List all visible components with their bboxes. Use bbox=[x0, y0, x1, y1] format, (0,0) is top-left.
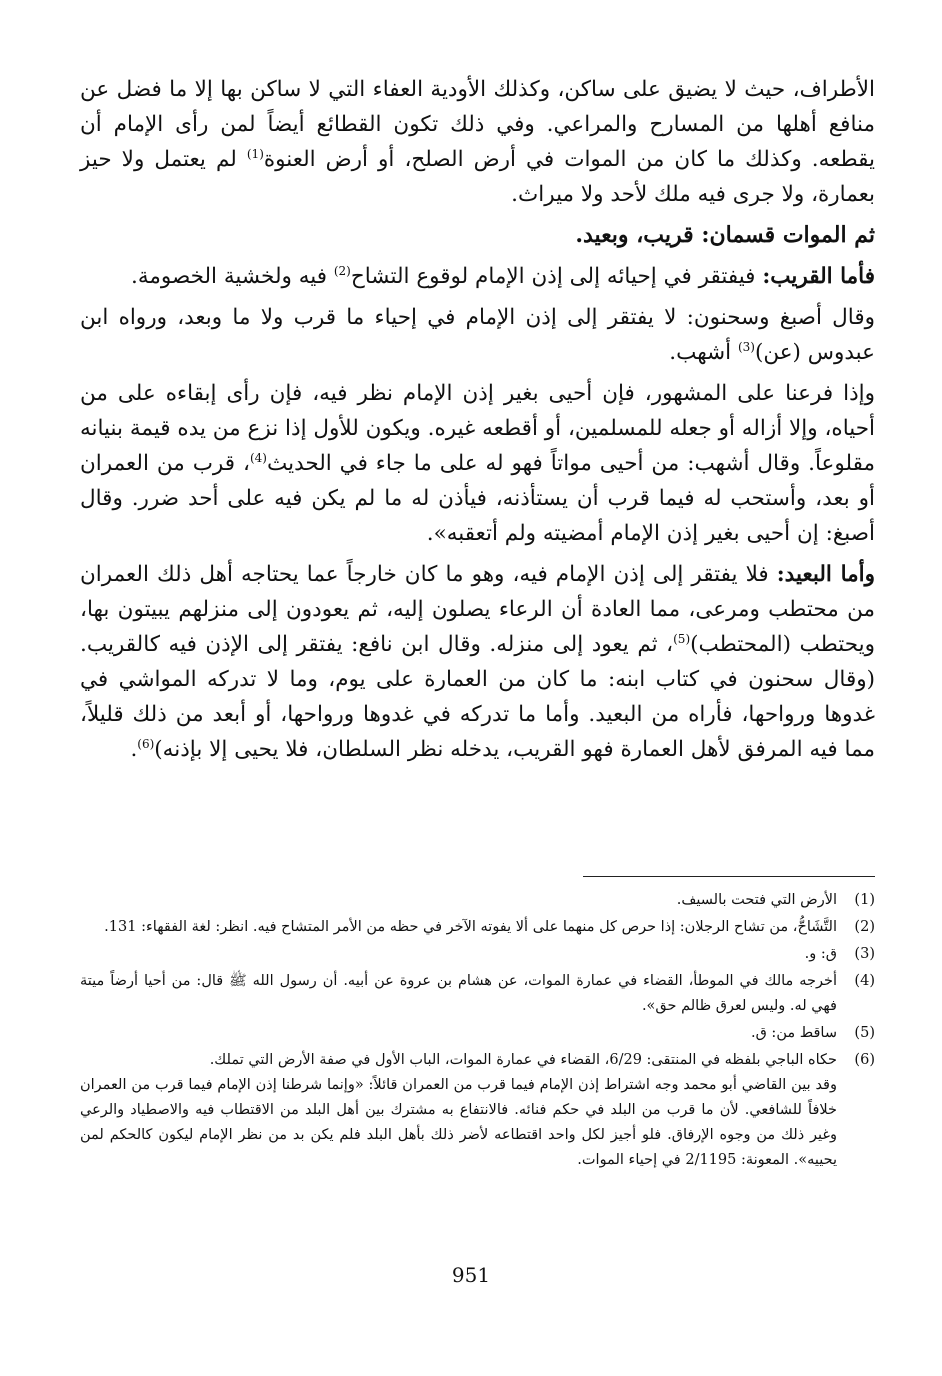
footnote bbox=[80, 942, 875, 967]
footnote-divider bbox=[583, 876, 875, 877]
main-text bbox=[80, 72, 875, 773]
footnote-text: ساقط من: ق. bbox=[750, 1025, 837, 1041]
paragraph-near: فأما القريب: فيفتقر في إحيائه إلى إذن الإمام لوقوع التشاح$^{(2)}$ فيه ولخشية الخصومة. bbox=[131, 263, 875, 289]
page-number: 951 bbox=[451, 1263, 491, 1287]
footnote-text: التَّشَاحُّ، من تشاح الرجلان: إذا حرص كل منهما على ألا يفوته الآخر في حظه من الأمر المتشاح فيه. انظر: لغة الفقهاء: 131. bbox=[104, 919, 837, 935]
footnote-text: ق: و. bbox=[804, 946, 837, 962]
footnote-number: (6) bbox=[854, 1052, 875, 1068]
footnote-ref-5[interactable]: (5) bbox=[673, 631, 691, 646]
section-heading: ثم الموات قسمان: قريب، وبعيد. bbox=[575, 222, 875, 248]
footnote bbox=[80, 1021, 875, 1046]
paragraph-1: الأطراف، حيث لا يضيق على ساكن، وكذلك الأودية العفاء التي لا ساكن بها إلا ما فضل عن منافع أهلها من المسارح والمراعي. وفي ذلك تكون القطائع أيضاً لمن رأى الإمام أن يقطعه. وكذلك ما كان من الموات في أرض الصلح، أو أرض العنوة$^{(1)}$ لم يعتمل ولا حيز بعمارة، ولا جرى فيه ملك لأحد ولا ميراث. bbox=[80, 77, 875, 207]
footnote-ref-2[interactable]: (2) bbox=[333, 263, 351, 278]
footnote-ref-1[interactable]: (1) bbox=[246, 146, 264, 161]
footnote-number: (1) bbox=[854, 892, 875, 908]
paragraph-4: وإذا فرعنا على المشهور، فإن أحيى بغير إذن الإمام نظر فيه، فإن رأى إبقاءه على من أحياه، وإلا أزاله أو جعله للمسلمين، أو أقطعه غيره. ويكون للأول إذا نزع من يده قيمة بنيانه مقلوعاً. وقال أشهب: من أحيى مواتاً فهو له على ما جاء في الحديث$^{(4)}$، قرب من العمران أو بعد، وأستحب له فيما قرب أن يستأذنه، فيأذن له ما لم يكن فيه على أحد ضرر. وقال أصبغ: إن أحيى بغير إذن الإمام أمضيته ولم أتعقبه». bbox=[80, 381, 875, 546]
footnote bbox=[80, 969, 875, 1019]
footnote-number: (5) bbox=[854, 1025, 875, 1041]
footnote-number: (2) bbox=[854, 919, 875, 935]
footnote-text: أخرجه مالك في الموطأ، القضاء في عمارة الموات، عن هشام بن عروة عن أبيه. أن رسول الله ﷺ قال: من أحيا أرضاً ميتة فهي له. وليس لعرق ظالم حق». bbox=[80, 973, 837, 1014]
footnote-ref-4[interactable]: (4) bbox=[249, 450, 267, 465]
footnote-number: (3) bbox=[854, 946, 875, 962]
footnote-text: الأرض التي فتحت بالسيف. bbox=[676, 892, 837, 908]
footnote bbox=[80, 915, 875, 940]
footnote bbox=[80, 1048, 875, 1173]
footnote bbox=[80, 888, 875, 913]
footnotes bbox=[80, 888, 875, 1175]
paragraph-3: وقال أصبغ وسحنون: لا يفتقر إلى إذن الإمام في إحياء ما قرب ولا ما وبعد، ورواه ابن عبدوس (عن)$^{(3)}$ أشهب. bbox=[80, 305, 875, 365]
footnote-number: (4) bbox=[854, 973, 875, 989]
footnote-ref-6[interactable]: (6) bbox=[137, 736, 155, 751]
paragraph-far: وأما البعيد: فلا يفتقر إلى إذن الإمام فيه، وهو ما كان خارجاً عما يحتاجه أهل ذلك العمران من محتطب ومرعى، مما العادة أن الرعاء يصلون إليه، ثم يعودون إلى منزلهم يبيتون بها، ويحتطب (المحتطب)$^{(5)}$، ثم يعود إلى منزله. وقال ابن نافع: يفتقر إلى الإذن فيه كالقريب. (وقال سحنون في كتاب ابنه: ما كان من العمارة على يوم، وما لا تدركه المواشي في غدوها ورواحها، فأراه من البعيد. وأما ما تدركه في غدوها ورواحها، أو أبعد من ذلك قليلاً، مما فيه المرفق لأهل العمارة فهو القريب، يدخله نظر السلطان، فلا يحيى إلا بإذنه)$^{(6)}$. bbox=[80, 562, 875, 762]
footnote-ref-3[interactable]: (3) bbox=[737, 339, 755, 354]
far-lead: وأما البعيد: bbox=[776, 562, 875, 587]
footnote-text: حكاه الباجي بلفظه في المنتقى: 6/29، القضاء في عمارة الموات، الباب الأول في صفة الأرض التي تملك. bbox=[209, 1052, 837, 1068]
near-lead: فأما القريب: bbox=[762, 264, 875, 289]
footnote-text: وقد بين القاضي أبو محمد وجه اشتراط إذن الإمام فيما قرب من العمران قائلاً: «وإنما شرطنا إذن الإمام فيما قرب من العمران خلافاً للشافعي. لأن ما قرب من البلد في حكم فنائه. فالانتفاع به مشترك بين أهل البلد من الاقتطاب فيه والاصطياد والرعي وغير ذلك من وجوه الإرفاق. فلو أجيز لكل واحد اقتطاعه لأضر ذلك بأهل البلد فلم يكن بد من نظر الإمام ليكون كالحكم لمن يحييه». المعونة: 2/1195 في إحياء الموات. bbox=[80, 1077, 837, 1168]
